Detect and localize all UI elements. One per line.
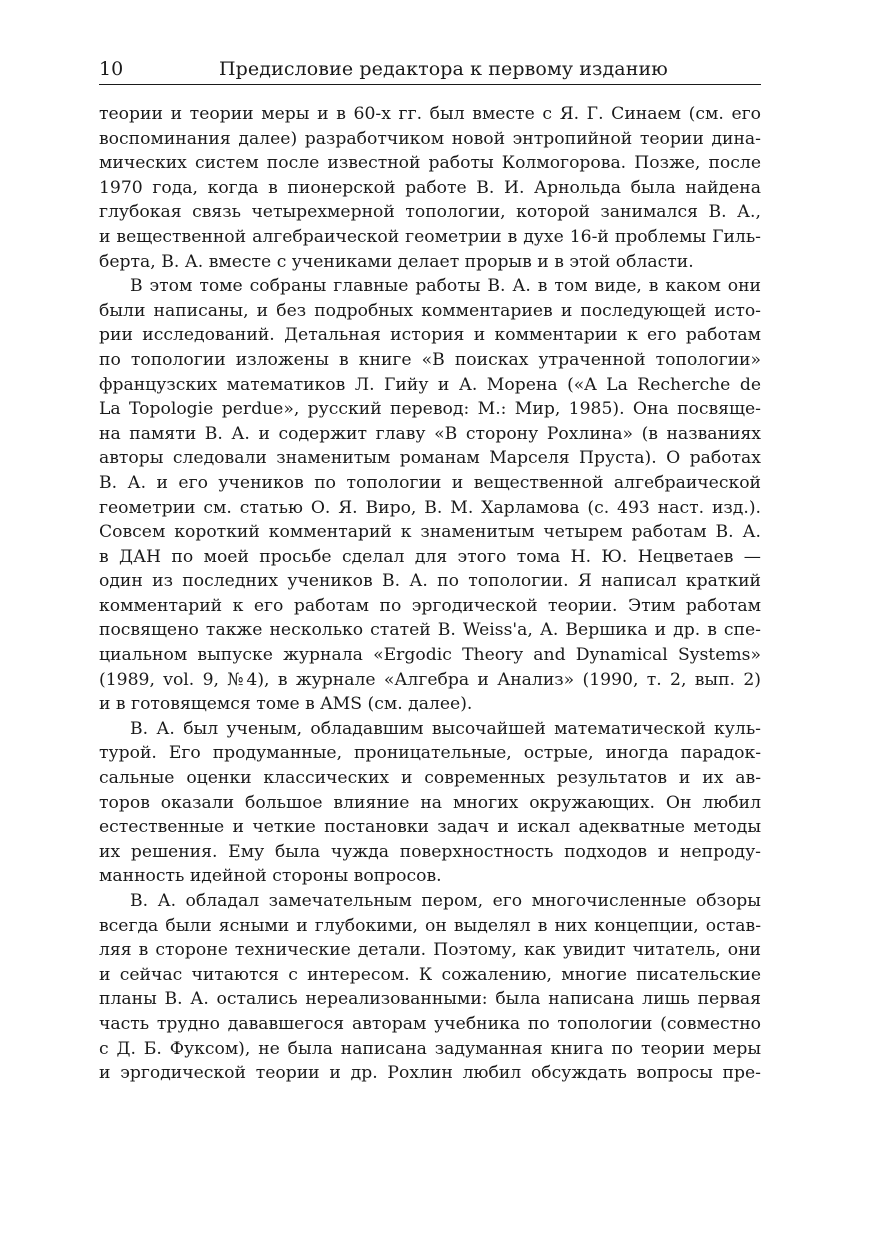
text-line: и эргодической теории и др. Рохлин любил обсуждать вопросы пре- xyxy=(99,1063,761,1084)
text-line: Совсем короткий комментарий к знаменитым четырем работам В. А. xyxy=(99,522,761,543)
text-line: с Д. Б. Фуксом), не была написана задуманная книга по теории меры xyxy=(99,1038,761,1059)
text-line: мических систем после известной работы Колмогорова. Позже, после xyxy=(99,153,761,174)
text-line: рии исследований. Детальная история и комментарии к его работам xyxy=(99,325,761,346)
text-line: были написаны, и без подробных комментариев и последующей исто- xyxy=(99,300,761,321)
text-line: В. А. был ученым, обладавшим высочайшей математической куль- xyxy=(130,718,761,739)
text-line: В. А. и его учеников по топологии и вещественной алгебраической xyxy=(99,472,761,493)
text-line: всегда были ясными и глубокими, он выделял в них концепции, остав- xyxy=(99,915,761,936)
text-line: геометрии см. статью О. Я. Виро, В. М. Харламова (с. 493 наст. изд.). xyxy=(99,497,761,518)
text-line: и сейчас читаются с интересом. К сожалению, многие писательские xyxy=(99,964,761,985)
text-line: посвящено также несколько статей B. Weiss'а, А. Вершика и др. в спе- xyxy=(99,620,761,641)
running-title: Предисловие редактора к первому изданию xyxy=(219,58,668,80)
text-line: теории и теории меры и в 60-х гг. был вместе с Я. Г. Синаем (см. его xyxy=(99,104,761,124)
text-line: глубокая связь четырехмерной топологии, которой занимался В. А., xyxy=(99,202,761,223)
text-line: часть трудно дававшегося авторам учебника по топологии (совместно xyxy=(99,1013,761,1034)
paragraph-2 xyxy=(99,274,761,717)
paragraph-3 xyxy=(99,717,761,889)
text-line: сальные оценки классических и современных результатов и их ав- xyxy=(99,768,761,789)
text-line: ляя в стороне технические детали. Поэтому, как увидит читатель, они xyxy=(99,940,761,961)
text-line: по топологии изложены в книге «В поисках утраченной топологии» xyxy=(99,349,761,370)
text-line: естественные и четкие постановки задач и искал адекватные методы xyxy=(99,817,761,838)
text-line: один из последних учеников В. А. по топологии. Я написал краткий xyxy=(99,571,761,592)
running-head xyxy=(99,54,761,85)
text-line: на памяти В. А. и содержит главу «В сторону Рохлина» (в названиях xyxy=(99,423,761,444)
text-line: в ДАН по моей просьбе сделал для этого тома Н. Ю. Нецветаев — xyxy=(99,546,761,567)
text-line: и в готовящемся томе в AMS (см. далее). xyxy=(99,694,473,715)
paragraph-4 xyxy=(99,889,761,1086)
text-line: 1970 года, когда в пионерской работе В. И. Арнольда была найдена xyxy=(99,177,761,198)
page-number: 10 xyxy=(99,58,124,80)
text-line: французских математиков Л. Гийу и А. Морена («A La Recherche de xyxy=(99,374,761,395)
text-line: В. А. обладал замечательным пером, его многочисленные обзоры xyxy=(130,891,761,911)
text-line: (1989, vol. 9, №4), в журнале «Алгебра и Анализ» (1990, т. 2, вып. 2) xyxy=(99,669,761,690)
body-text xyxy=(99,102,761,1086)
text-line: торов оказали большое влияние на многих окружающих. Он любил xyxy=(99,792,761,813)
text-line: циальном выпуске журнала «Ergodic Theory and Dynamical Systems» xyxy=(99,645,761,666)
text-line: В этом томе собраны главные работы В. А. в том виде, в каком они xyxy=(130,276,761,297)
text-line: манность идейной стороны вопросов. xyxy=(99,866,442,887)
text-line: La Topologie perdue», русский перевод: М.: Мир, 1985). Она посвяще- xyxy=(99,399,761,420)
text-line: и вещественной алгебраической геометрии в духе 16-й проблемы Гиль- xyxy=(99,226,761,247)
text-line: их решения. Ему была чужда поверхностность подходов и непроду- xyxy=(99,841,761,862)
book-page xyxy=(99,54,761,1086)
paragraph-1 xyxy=(99,102,761,274)
text-line: авторы следовали знаменитым романам Марселя Пруста). О работах xyxy=(99,448,761,469)
text-line: комментарий к его работам по эргодической теории. Этим работам xyxy=(99,595,761,616)
text-line: турой. Его продуманные, проницательные, острые, иногда парадок- xyxy=(99,743,761,764)
text-line: планы В. А. остались нереализованными: была написана лишь первая xyxy=(99,989,761,1010)
text-line: берта, В. А. вместе с учениками делает прорыв и в этой области. xyxy=(99,251,694,272)
text-line: воспоминания далее) разработчиком новой энтропийной теории дина- xyxy=(99,128,761,149)
